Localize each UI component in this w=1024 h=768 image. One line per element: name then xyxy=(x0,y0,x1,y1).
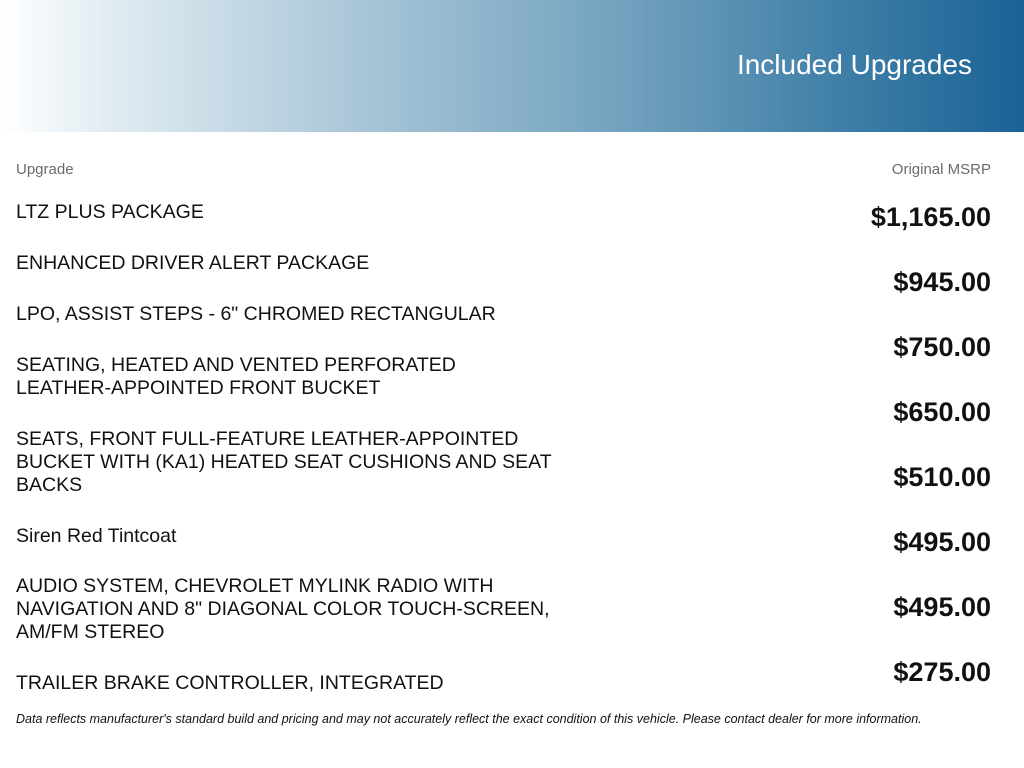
column-header-upgrade: Upgrade xyxy=(16,161,74,178)
upgrade-name: AUDIO SYSTEM, CHEVROLET MYLINK RADIO WITH NAVIGATION AND 8" DIAGONAL COLOR TOUCH-SCREEN, AM/FM STEREO xyxy=(16,575,550,643)
upgrade-name: SEATS, FRONT FULL-FEATURE LEATHER-APPOINTED BUCKET WITH (KA1) HEATED SEAT CUSHIONS AND SEAT BACKS xyxy=(16,428,552,496)
upgrade-price: $650.00 xyxy=(893,397,991,427)
upgrade-price: $275.00 xyxy=(893,657,991,687)
disclaimer-text: Data reflects manufacturer's standard build and pricing and may not accurately reflect the exact condition of this vehicle. Please contact dealer for more information. xyxy=(16,712,922,726)
upgrade-price: $1,165.00 xyxy=(870,202,991,232)
upgrade-name: Siren Red Tintcoat xyxy=(16,525,177,547)
upgrade-price: $510.00 xyxy=(893,462,991,492)
page-title: Included Upgrades xyxy=(736,49,972,80)
upgrade-price-list xyxy=(871,199,991,719)
upgrade-name: LTZ PLUS PACKAGE xyxy=(16,201,204,223)
upgrade-price: $945.00 xyxy=(893,267,991,297)
header-banner xyxy=(0,0,1024,132)
upgrade-name: LPO, ASSIST STEPS - 6" CHROMED RECTANGULAR xyxy=(16,303,496,325)
upgrade-price: $495.00 xyxy=(893,527,991,557)
upgrade-name: ENHANCED DRIVER ALERT PACKAGE xyxy=(16,252,370,274)
upgrade-price: $750.00 xyxy=(893,332,991,362)
upgrade-name: TRAILER BRAKE CONTROLLER, INTEGRATED xyxy=(16,672,444,694)
upgrade-name-list xyxy=(16,201,586,695)
column-header-msrp: Original MSRP xyxy=(891,161,991,178)
upgrade-name: SEATING, HEATED AND VENTED PERFORATED LEATHER-APPOINTED FRONT BUCKET xyxy=(16,354,456,399)
upgrade-price: $495.00 xyxy=(893,592,991,622)
